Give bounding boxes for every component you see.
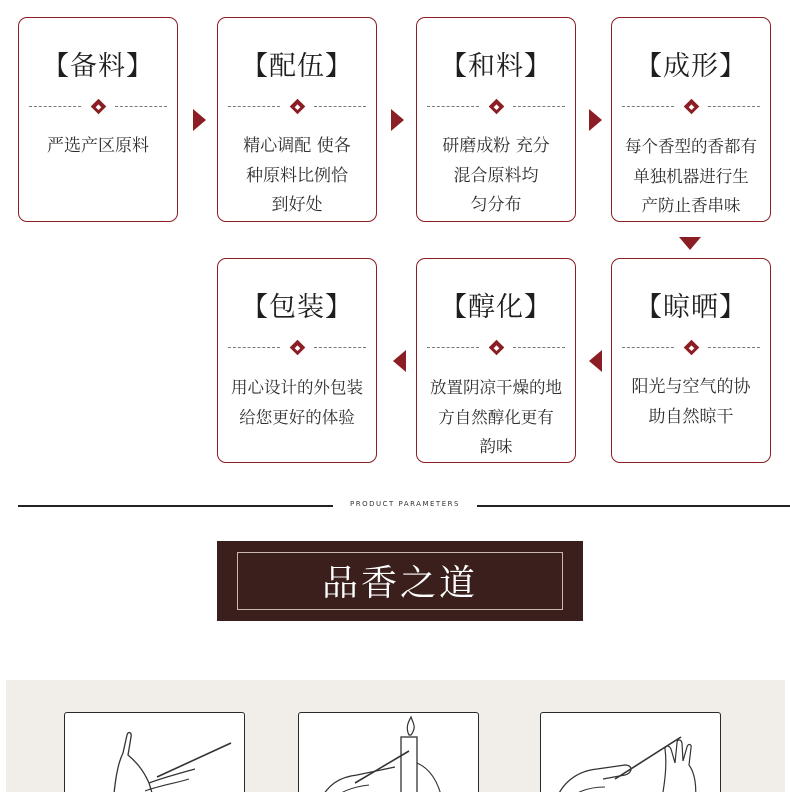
step-card-chunhua <box>416 258 576 463</box>
separator-label: PRODUCT PARAMETERS <box>350 500 460 508</box>
diamond-ornament-icon <box>488 99 504 115</box>
hand-incense-icon <box>65 713 245 792</box>
illustration-two-hands-incense <box>540 712 721 792</box>
step-card-beiliao <box>18 17 178 222</box>
section-banner <box>217 541 583 621</box>
step-card-peiwu <box>217 17 377 222</box>
arrow-right-icon <box>391 109 404 131</box>
ornament-divider <box>226 342 368 354</box>
step-description: 放置阴凉干燥的地 方自然醇化更有 韵味 <box>430 378 562 456</box>
step-title: 【醇化】 <box>440 292 552 323</box>
ornament-divider <box>425 342 567 354</box>
ornament-divider <box>620 101 762 113</box>
ornament-divider <box>425 101 567 113</box>
arrow-right-icon <box>589 109 602 131</box>
diamond-ornament-icon <box>683 340 699 356</box>
step-description: 严选产区原料 <box>47 136 149 156</box>
step-title: 【包装】 <box>241 292 353 323</box>
step-card-liangshai <box>611 258 771 463</box>
step-title: 【配伍】 <box>241 51 353 82</box>
illustration-hand-holding-incense <box>64 712 245 792</box>
diamond-ornament-icon <box>90 99 106 115</box>
step-card-heliao <box>416 17 576 222</box>
step-description: 用心设计的外包装 给您更好的体验 <box>231 378 363 427</box>
diamond-ornament-icon <box>289 340 305 356</box>
separator-rule-right <box>477 505 790 507</box>
step-description: 精心调配 使各 种原料比例恰 到好处 <box>243 136 351 215</box>
ornament-divider <box>226 101 368 113</box>
arrow-left-icon <box>589 350 602 372</box>
step-description: 每个香型的香都有 单独机器进行生 产防止香串味 <box>625 137 757 215</box>
section-title: 品香之道 <box>321 563 478 604</box>
step-title: 【和料】 <box>440 51 552 82</box>
hands-incense-icon <box>541 713 721 792</box>
diamond-ornament-icon <box>289 99 305 115</box>
step-card-chengxing <box>611 17 771 222</box>
step-card-baozhuang <box>217 258 377 463</box>
arrow-down-icon <box>679 237 701 250</box>
step-title: 【成形】 <box>635 51 747 82</box>
illustration-lighting-incense <box>298 712 479 792</box>
arrow-left-icon <box>393 350 406 372</box>
arrow-right-icon <box>193 109 206 131</box>
ornament-divider <box>27 101 169 113</box>
separator-rule-left <box>18 505 333 507</box>
step-title: 【备料】 <box>42 51 154 82</box>
diamond-ornament-icon <box>488 340 504 356</box>
step-description: 研磨成粉 充分 混合原料均 匀分布 <box>442 136 550 215</box>
diamond-ornament-icon <box>683 99 699 115</box>
step-title: 【晾晒】 <box>635 292 747 323</box>
ornament-divider <box>620 342 762 354</box>
step-description: 阳光与空气的协 助自然晾干 <box>631 377 751 427</box>
candle-flame-icon <box>299 713 479 792</box>
